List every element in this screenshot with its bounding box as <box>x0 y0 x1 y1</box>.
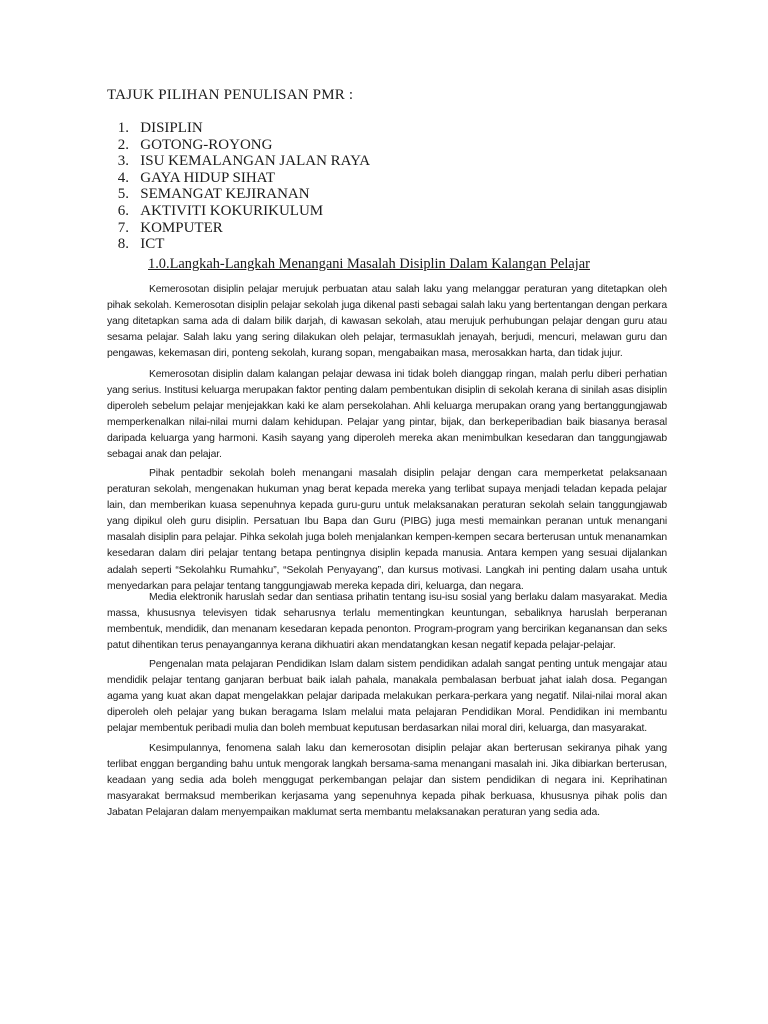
paragraph: Kesimpulannya, fenomena salah laku dan kemerosotan disiplin pelajar akan berterusan sekiranya pihak yang terlibat enggan berganding bahu untuk mengorak langkah bersama-sama menangani masalah ini. Jika dibiarkan berterusan, keadaan yang sedia ada boleh menggugat perkembangan pelajar dan sistem pendidikan di negara ini. Keprihatinan masyarakat bermaksud memberikan kerjasama yang sepenuhnya kepada pihak berkuasa, khususnya pihak polis dan Jabatan Pelajaran dalam menyempaikan maklumat serta membantu melaksanakan peraturan yang sedia ada. <box>107 743 667 819</box>
list-item-label: SEMANGAT KEJIRANAN <box>140 186 310 203</box>
list-item <box>107 236 370 253</box>
list-item-label: ICT <box>140 236 165 253</box>
list-item-number: 4. <box>117 169 129 186</box>
list-item-number: 1. <box>117 120 129 136</box>
list-item <box>107 120 370 137</box>
paragraph: Kemerosotan disiplin pelajar merujuk perbuatan atau salah laku yang melanggar peraturan yang ditetapkan oleh pihak sekolah. Kemerosotan disiplin pelajar sekolah juga dikenal pasti sebagai salah laku yang bertentangan dengan perkara yang ditetapkan sama ada di dalam bilik darjah, di kawasan sekolah, atau merujuk perhubungan pelajar dengan guru atau sesama pelajar. Salah laku yang sering dilakukan oleh pelajar, termasuklah jenayah, berjudi, mencuri, melawan guru dan pengawas, kekemasan diri, ponteng sekolah, kurang sopan, mengabaikan masa, merosakkan harta, dan tidak jujur. <box>107 284 667 360</box>
list-item-label: GOTONG-ROYONG <box>140 136 273 153</box>
list-item-number: 3. <box>117 153 129 170</box>
list-item-label: ISU KEMALANGAN JALAN RAYA <box>140 153 371 170</box>
topic-list <box>107 120 370 253</box>
list-item <box>107 220 370 237</box>
list-item <box>107 153 370 170</box>
document-heading: TAJUK PILIHAN PENULISAN PMR : <box>107 87 354 103</box>
list-item-number: 8. <box>117 236 129 253</box>
paragraph: Pihak pentadbir sekolah boleh menangani masalah disiplin pelajar dengan cara memperketat pelaksanaan peraturan sekolah, mengenakan hukuman ynag berat kepada mereka yang terlibat supaya menjadi teladan kepada pelajar lain, dan memberikan kuasa sepenuhnya kepada guru-guru untuk melaksanakan peraturan sekolah selain tanggungjawab yang dipikul oleh guru disiplin. Persatuan Ibu Bapa dan Guru (PIBG) juga mesti memainkan peranan untuk menangani masalah disiplin para pelajar. Pihka sekolah juga boleh menjalankan kempen-kempen secara berterusan untuk menanamkan kesedaran dalam diri pelajar tentang betapa pentingnya disiplin kepada manusia. Antara kempen yang sesuai dijalankan adalah seperti “Sekolahku Rumahku”, “Sekolah Penyayang”, dan kursus motivasi. Langkah ini penting dalam usaha untuk menyedarkan para pelajar tentang tanggungjawab mereka kepada diri, keluarga, dan negara. <box>107 468 667 592</box>
list-item <box>107 137 370 154</box>
paragraph: Media elektronik haruslah sedar dan sentiasa prihatin tentang isu-isu sosial yang berlaku dalam masyarakat. Media massa, khususnya televisyen tidak seharusnya terlalu mementingkan keuntungan, sebaliknya haruslah berperanan membentuk, mendidik, dan menanam kesedaran kepada penonton. Program-program yang bercirikan keganansan dan seks patut dihentikan terus penayangannya kerana dikhuatiri akan mendatangkan kesan negatif kepada pelajar-pelajar. <box>107 592 667 652</box>
paragraph: Kemerosotan disiplin dalam kalangan pelajar dewasa ini tidak boleh dianggap ringan, malah perlu diberi perhatian yang serius. Institusi keluarga merupakan faktor penting dalam pembentukan disiplin di sekolah kerana di sinilah asas disiplin diperoleh sebelum pelajar menjejakkan kaki ke alam persekolahan. Ahli keluarga merupakan orang yang bertanggungjawab memperkenalkan nilai-nilai murni dalam kehidupan. Pelajar yang pintar, bijak, dan berkeperibadian baik biasanya berasal daripada keluarga yang harmoni. Kasih sayang yang diperoleh mereka akan menimbulkan kesedaran dan tanggungjawab sebagai anak dan pelajar. <box>107 369 667 461</box>
list-item-number: 6. <box>117 202 129 219</box>
list-item-label: KOMPUTER <box>140 219 223 236</box>
section-title: 1.0.Langkah-Langkah Menangani Masalah Disiplin Dalam Kalangan Pelajar <box>148 256 590 272</box>
list-item-number: 5. <box>117 186 129 203</box>
list-item <box>107 186 370 203</box>
list-item-number: 7. <box>117 219 129 236</box>
list-item-label: GAYA HIDUP SIHAT <box>140 169 275 186</box>
list-item-number: 2. <box>117 136 129 153</box>
list-item <box>107 170 370 187</box>
list-item <box>107 203 370 220</box>
list-item-label: AKTIVITI KOKURIKULUM <box>140 202 324 219</box>
list-item-label: DISIPLIN <box>140 120 203 136</box>
paragraph: Pengenalan mata pelajaran Pendidikan Islam dalam sistem pendidikan adalah sangat penting untuk mengajar atau mendidik pelajar tentang ganjaran berbuat baik ialah pahala, manakala pembalasan berbuat jahat ialah dosa. Pegangan agama yang kuat akan dapat mengelakkan pelajar daripada melakukan perkara-perkara yang negatif. Nilai-nilai moral akan diperoleh oleh pelajar yang bukan beragama Islam melalui mata pelajaran Pendidikan Moral. Pendidikan ini membantu pelajar membentuk peribadi mulia dan boleh membuat keputusan berdasarkan nilai moral diri, keluarga, dan masyarakat. <box>107 659 667 735</box>
